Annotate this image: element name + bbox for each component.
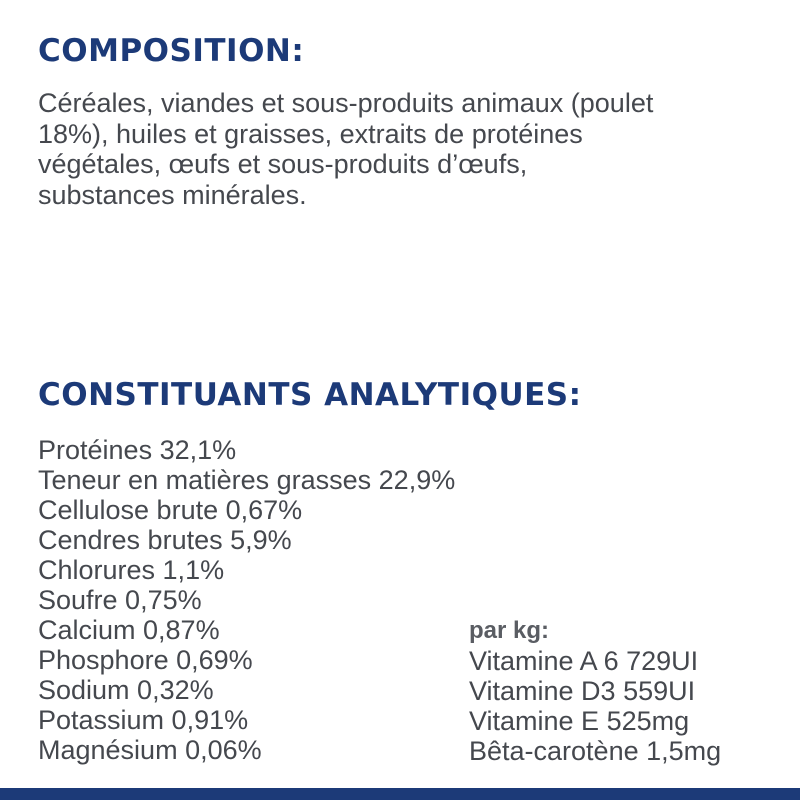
vitamin-item: Vitamine A 6 729UI: [469, 646, 699, 676]
bottom-color-band: [0, 788, 800, 800]
per-kg-vitamins-list: [469, 616, 721, 766]
constituent-item: Magnésium 0,06%: [38, 735, 262, 765]
constituent-item: Soufre 0,75%: [38, 585, 202, 615]
composition-text: [38, 88, 778, 210]
constituent-item: Cellulose brute 0,67%: [38, 495, 303, 525]
vitamin-item: Vitamine E 525mg: [469, 706, 690, 736]
composition-line: Céréales, viandes et sous-produits animaux (poulet: [38, 88, 654, 118]
constituent-item: Sodium 0,32%: [38, 675, 214, 705]
composition-line: 18%), huiles et graisses, extraits de protéines: [38, 118, 583, 149]
constituent-item: Teneur en matières grasses 22,9%: [38, 465, 456, 495]
constituent-item: Chlorures 1,1%: [38, 555, 225, 585]
analytical-constituents-heading: CONSTITUANTS ANALYTIQUES:: [38, 377, 582, 413]
constituent-item: Phosphore 0,69%: [38, 645, 253, 675]
analytical-constituents-list: [38, 435, 455, 765]
composition-line: végétales, œufs et sous-produits d’œufs,: [38, 149, 528, 179]
constituent-item: Cendres brutes 5,9%: [38, 525, 292, 555]
constituent-item: Protéines 32,1%: [38, 435, 237, 465]
per-kg-title: par kg:: [469, 617, 550, 644]
composition-line: substances minérales.: [38, 179, 307, 210]
composition-heading: COMPOSITION:: [38, 33, 305, 69]
constituent-item: Potassium 0,91%: [38, 705, 249, 735]
vitamin-item: Vitamine D3 559UI: [469, 676, 696, 706]
constituent-item: Calcium 0,87%: [38, 615, 220, 645]
vitamin-item: Bêta-carotène 1,5mg: [469, 736, 722, 766]
